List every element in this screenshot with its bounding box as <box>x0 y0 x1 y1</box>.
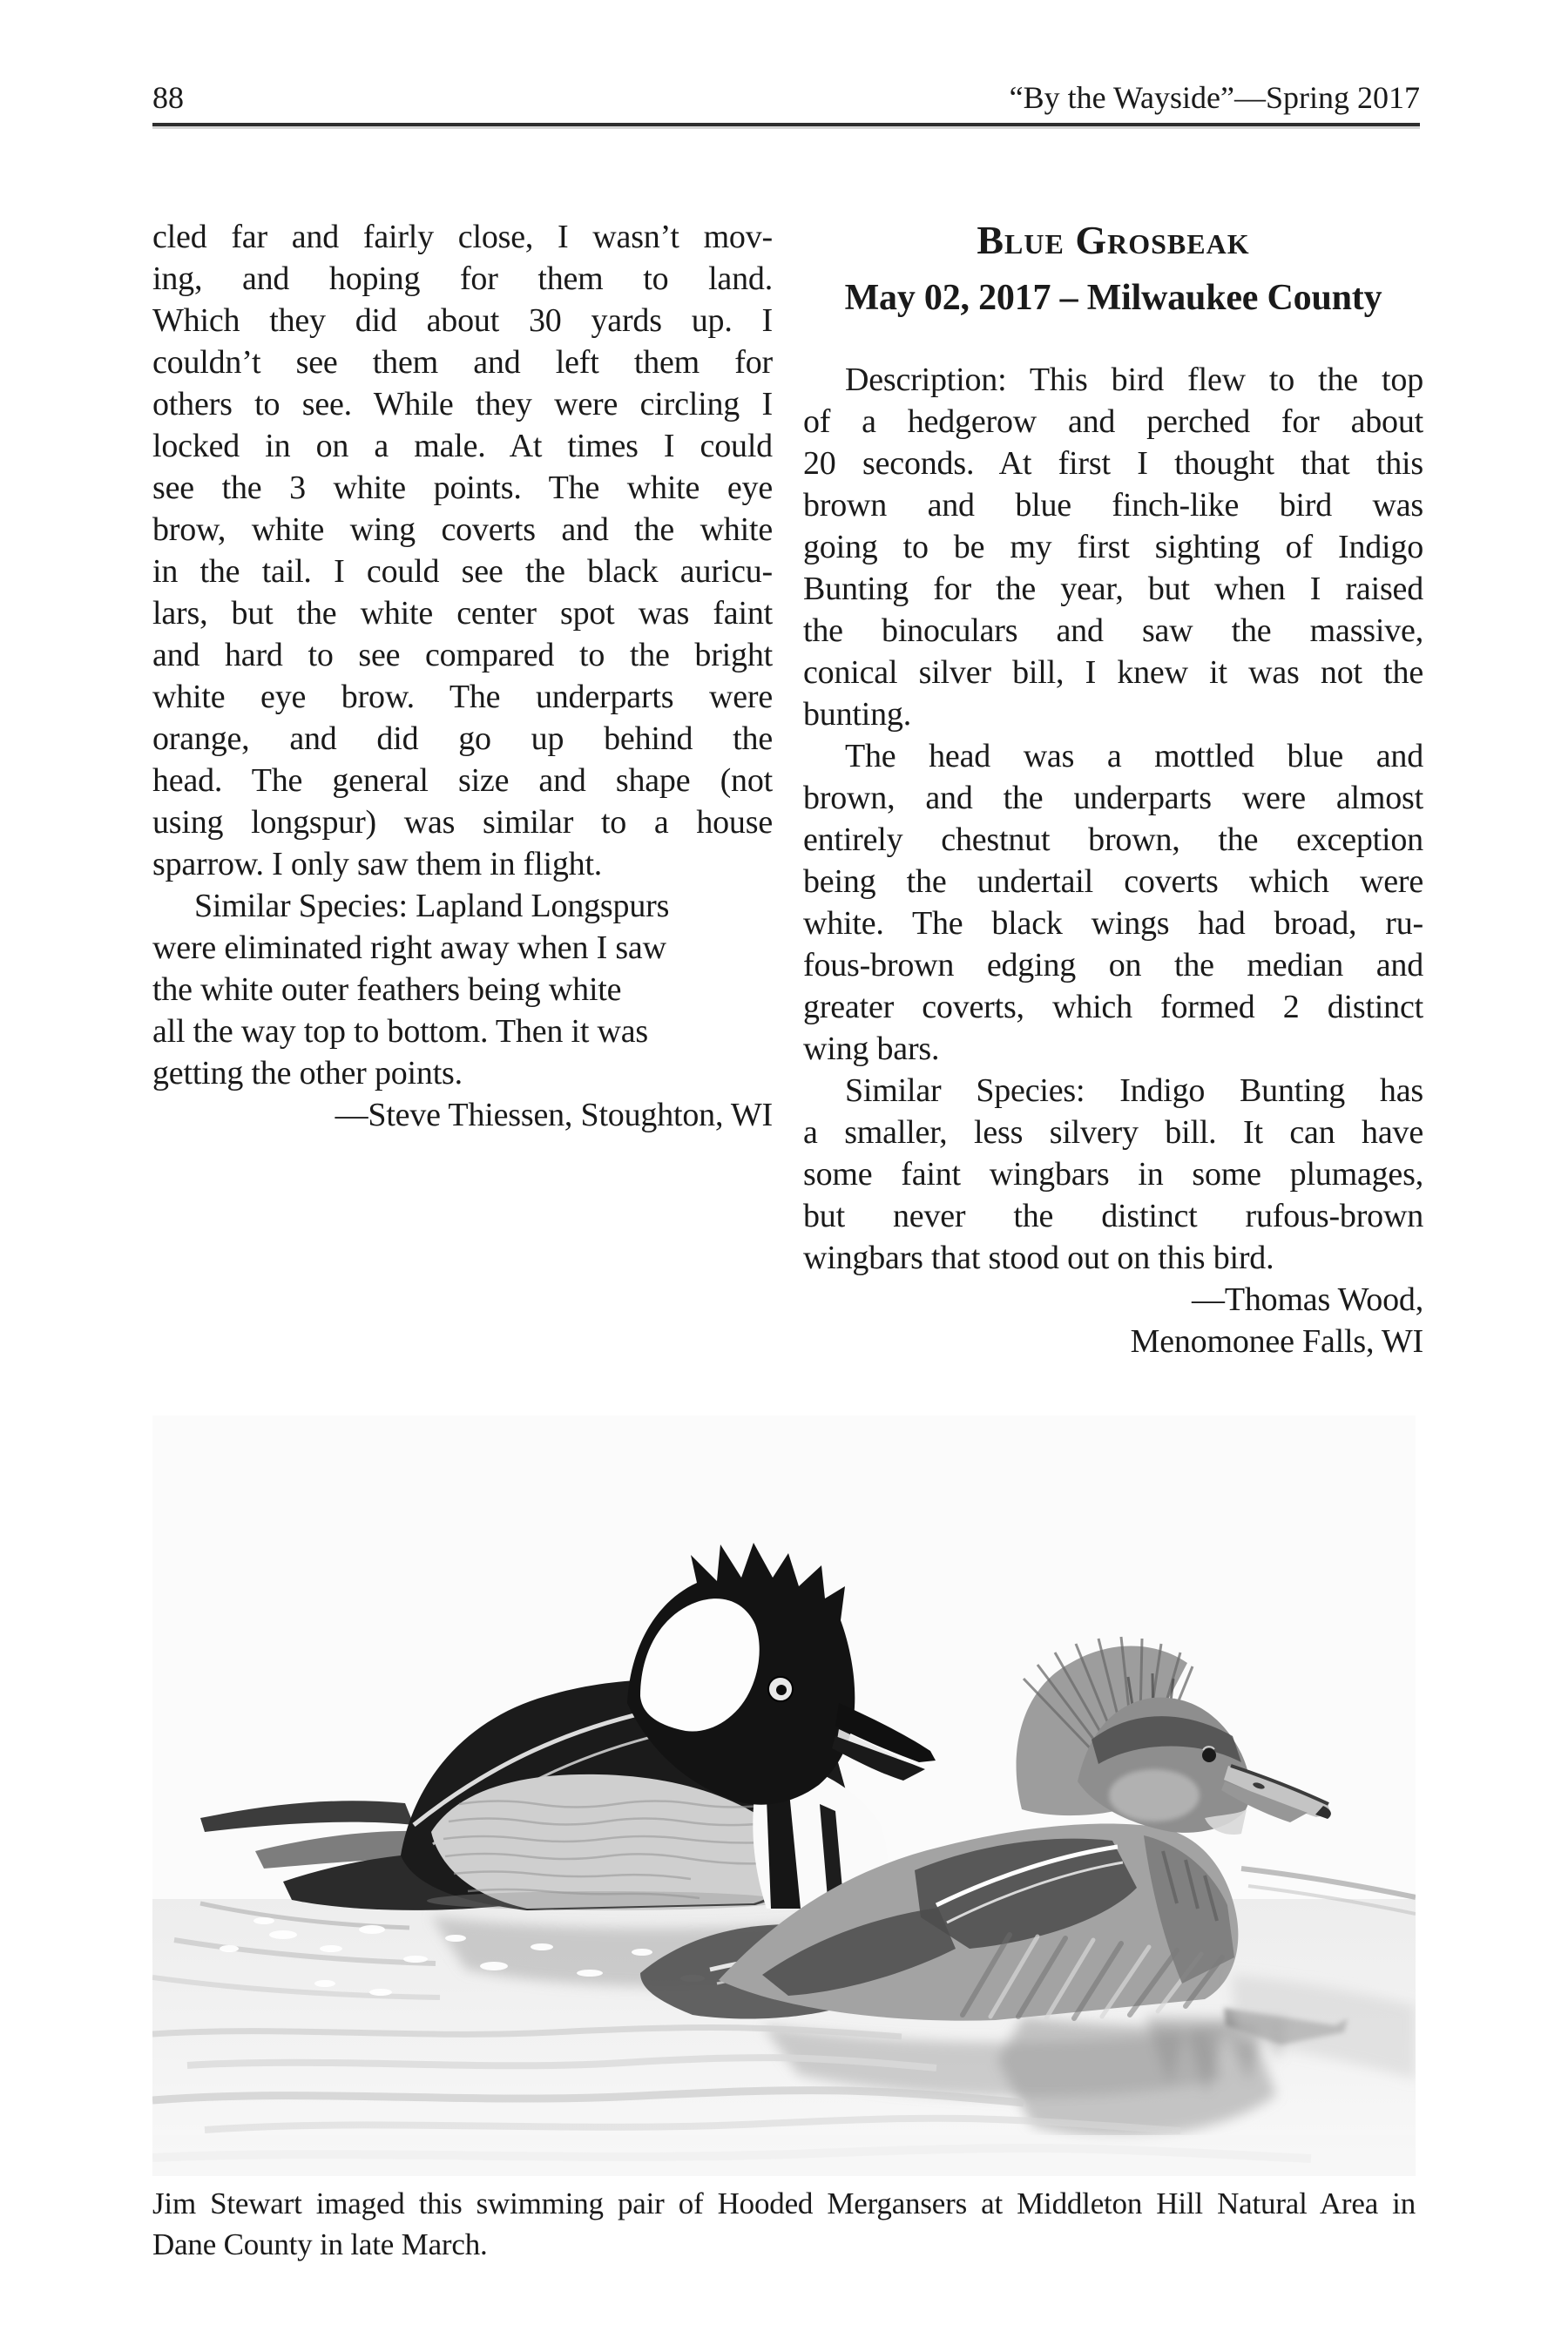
date-county-subheading: May 02, 2017 – Milwaukee County <box>844 278 1382 318</box>
text-line: wing bars. <box>803 1031 940 1067</box>
text-line: The head was a mottled blue and <box>845 738 1423 774</box>
text-line: but never the distinct rufous-brown <box>803 1198 1423 1234</box>
paragraph <box>803 359 1423 735</box>
text-line: were eliminated right away when I saw <box>152 929 666 966</box>
text-line: fous-brown edging on the median and <box>803 947 1423 983</box>
text-line: see the 3 white points. The white eye <box>152 470 773 506</box>
text-line: Bunting for the year, but when I raised <box>803 571 1423 607</box>
right-column-body <box>803 359 1423 1362</box>
page-number: 88 <box>152 80 184 115</box>
text-line: ing, and hoping for them to land. <box>152 260 773 297</box>
paragraph <box>152 2183 1416 2265</box>
text-line: bunting. <box>803 696 912 733</box>
text-line: brow, white wing coverts and the white <box>152 511 773 548</box>
text-line: brown and blue finch-like bird was <box>803 487 1423 524</box>
text-line: brown, and the underparts were almost <box>803 780 1423 816</box>
text-line: the white outer feathers being white <box>152 971 622 1008</box>
paragraph <box>803 1279 1423 1362</box>
text-line: head. The general size and shape (not <box>152 762 773 799</box>
paragraph <box>152 885 773 1094</box>
text-line: —Steve Thiessen, Stoughton, WI <box>335 1097 773 1133</box>
text-line: and hard to see compared to the bright <box>152 637 773 673</box>
text-line: a smaller, less silvery bill. It can have <box>803 1114 1423 1151</box>
text-line: all the way top to bottom. Then it was <box>152 1013 649 1050</box>
text-line: conical silver bill, I knew it was not the <box>803 654 1423 691</box>
text-line: Dane County in late March. <box>152 2227 488 2261</box>
issue-title: “By the Wayside”—Spring 2017 <box>1009 80 1420 115</box>
text-line: locked in on a male. At times I could <box>152 428 773 464</box>
text-line: in the tail. I could see the black auricu- <box>152 553 773 590</box>
left-column <box>152 216 773 1136</box>
merganser-photo-art <box>152 1416 1416 2176</box>
text-line: others to see. While they were circling I <box>152 386 773 422</box>
text-line: 20 seconds. At first I thought that this <box>803 445 1423 482</box>
text-line: Which they did about 30 yards up. I <box>152 302 773 339</box>
female-eye <box>1202 1748 1216 1762</box>
text-line: —Thomas Wood, <box>1192 1281 1423 1318</box>
paragraph <box>152 216 773 885</box>
text-line: getting the other points. <box>152 1055 463 1092</box>
right-column <box>803 216 1423 1362</box>
paragraph <box>152 1094 773 1136</box>
photo-caption <box>152 2183 1416 2265</box>
text-line: Similar Species: Lapland Longspurs <box>194 888 670 924</box>
text-line: some faint wingbars in some plumages, <box>803 1156 1423 1193</box>
text-line: orange, and did go up behind the <box>152 720 773 757</box>
text-line: wingbars that stood out on this bird. <box>803 1240 1274 1276</box>
page-header <box>152 80 1420 115</box>
text-line: Description: This bird flew to the top <box>845 362 1423 398</box>
text-line: cled far and fairly close, I wasn’t mov- <box>152 219 773 255</box>
text-line: greater coverts, which formed 2 distinct <box>803 989 1423 1025</box>
text-line: using longspur) was similar to a house <box>152 804 773 841</box>
merganser-photo <box>152 1416 1416 2176</box>
text-line: entirely chestnut brown, the exception <box>803 821 1423 858</box>
paragraph <box>803 735 1423 1070</box>
paragraph <box>803 1070 1423 1279</box>
text-line: Similar Species: Indigo Bunting has <box>845 1072 1423 1109</box>
text-line: going to be my first sighting of Indigo <box>803 529 1423 565</box>
species-heading: Blue Grosbeak <box>977 218 1250 262</box>
text-line: white. The black wings had broad, ru- <box>803 905 1423 942</box>
text-line: lars, but the white center spot was faint <box>152 595 773 632</box>
text-line: being the undertail coverts which were <box>803 863 1423 900</box>
text-line: Menomonee Falls, WI <box>1130 1323 1423 1360</box>
text-line: the binoculars and saw the massive, <box>803 612 1423 649</box>
header-rule <box>152 123 1420 126</box>
text-line: white eye brow. The underparts were <box>152 679 773 715</box>
text-line: of a hedgerow and perched for about <box>803 403 1423 440</box>
text-line: sparrow. I only saw them in flight. <box>152 846 603 882</box>
text-line: couldn’t see them and left them for <box>152 344 773 381</box>
text-line: Jim Stewart imaged this swimming pair of Hooded Mergansers at Middleton Hill Natural Area in <box>152 2186 1416 2220</box>
